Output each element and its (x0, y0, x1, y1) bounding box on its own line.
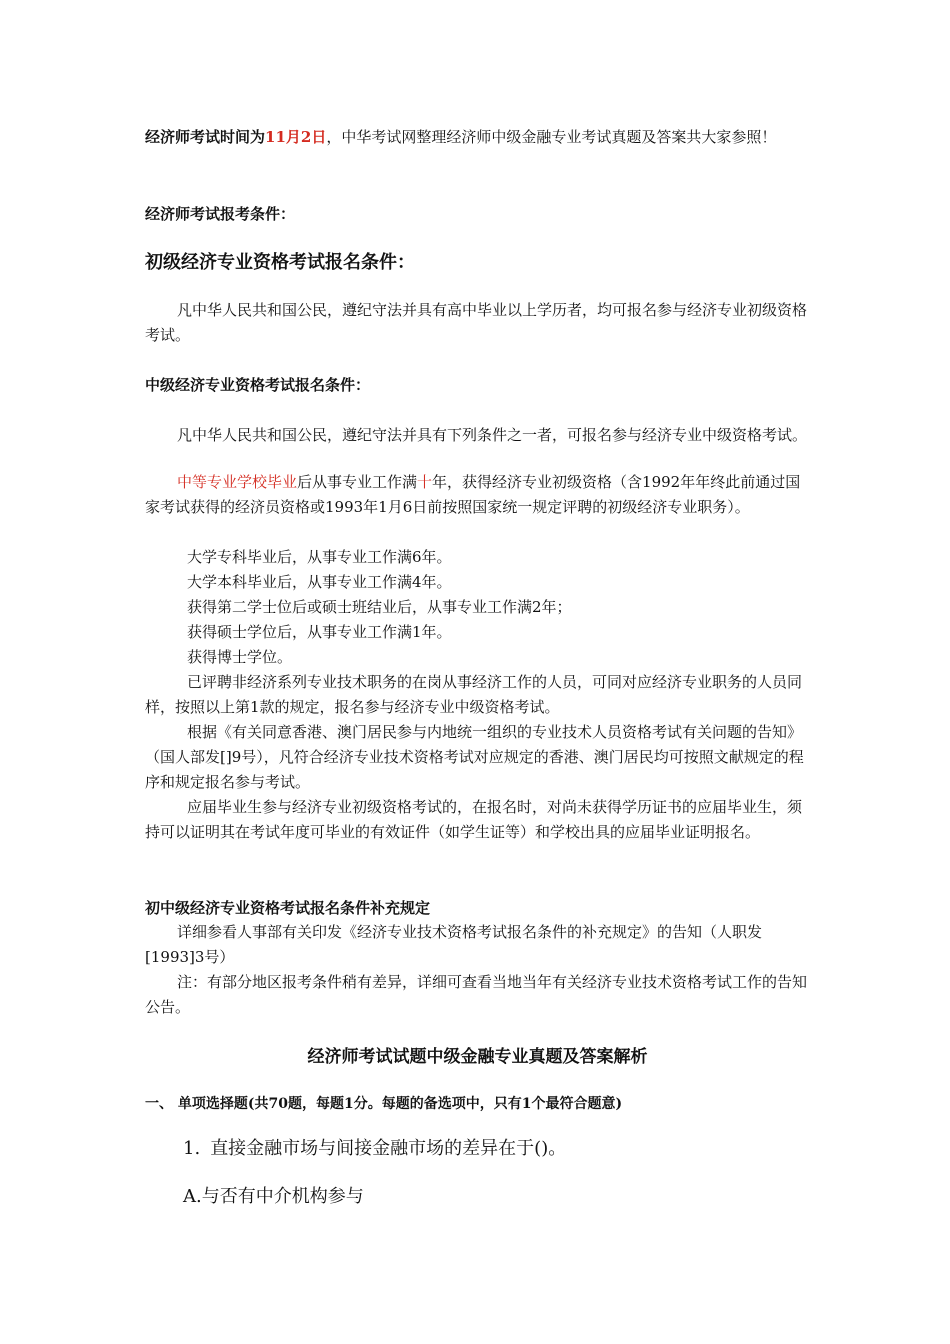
item1-years: 十 (417, 473, 433, 491)
intro-paragraph (145, 125, 810, 150)
exam-date: 11月2日 (265, 128, 327, 146)
intermediate-item-4: 获得第二学士位后或硕士班结业后，从事专业工作满2年； (187, 598, 572, 616)
item1-mid: 后从事专业工作满 (297, 473, 418, 491)
exam-title: 经济师考试试题中级金融专业真题及答案解析 (307, 1047, 648, 1067)
question-1 (183, 1136, 566, 1162)
conditions-heading: 经济师考试报考条件： (145, 205, 296, 223)
hk-macau-paragraph: 根据《有关同意香港、澳门居民参与内地统一组织的专业技术人员资格考试有关问题的告知》（国人部发[]9号），凡符合经济专业技术资格考试对应规定的香港、澳门居民均可按照文献规定的程序和规定报名参与考试。 (145, 723, 804, 791)
supplement-heading: 初中级经济专业资格考试报名条件补充规定 (145, 899, 431, 917)
nonecon-paragraph: 已评聘非经济系列专业技术职务的在岗从事经济工作的人员，可同对应经济专业职务的人员同样，按照以上第1款的规定，报名参与经济专业中级资格考试。 (145, 673, 803, 716)
supplement-text: 详细参看人事部有关印发《经济专业技术资格考试报名条件的补充规定》的告知（人职发[1993]3号） (145, 923, 763, 966)
intermediate-item-6: 获得博士学位。 (187, 648, 293, 666)
intermediate-item-2: 大学专科毕业后，从事专业工作满6年。 (187, 548, 452, 566)
junior-heading: 初级经济专业资格考试报名条件： (145, 252, 415, 273)
intro-suffix: ，中华考试网整理经济师中级金融专业考试真题及答案共大家参照！ (326, 128, 777, 146)
intermediate-text: 凡中华人民共和国公民，遵纪守法并具有下列条件之一者，可报名参与经济专业中级资格考试。 (177, 426, 808, 444)
intermediate-heading: 中级经济专业资格考试报名条件： (145, 376, 371, 394)
intermediate-item-5: 获得硕士学位后，从事专业工作满1年。 (187, 623, 452, 641)
intro-prefix: 经济师考试时间为 (145, 128, 266, 146)
question-number: 1. (183, 1138, 201, 1159)
item1-highlight: 中等专业学校毕业 (177, 473, 298, 491)
item1-rest: 年，获得经济专业初级资格（含1992年年终此前通过国家考试获得的经济员资格或1993年1月6日前按照国家统一规定评聘的初级经济专业职务）。 (145, 473, 801, 516)
question-1-option-a: A.与否有中介机构参与 (183, 1186, 364, 1207)
junior-text: 凡中华人民共和国公民，遵纪守法并具有高中毕业以上学历者，均可报名参与经济专业初级资格考试。 (145, 301, 808, 344)
section-heading: 一、 单项选择题(共70题，每题1分。每题的备选项中，只有1个最符合题意) (145, 1096, 623, 1112)
graduates-paragraph: 应届毕业生参与经济专业初级资格考试的，在报名时，对尚未获得学历证书的应届毕业生，须持可以证明其在考试年度可毕业的有效证件（如学生证等）和学校出具的应届毕业证明报名。 (145, 798, 803, 841)
supplement-note: 注：有部分地区报考条件稍有差异，详细可查看当地当年有关经济专业技术资格考试工作的告知公告。 (145, 973, 808, 1016)
intermediate-item-1 (145, 470, 810, 520)
question-text: 直接金融市场与间接金融市场的差异在于()。 (210, 1138, 567, 1159)
intermediate-item-3: 大学本科毕业后，从事专业工作满4年。 (187, 573, 452, 591)
